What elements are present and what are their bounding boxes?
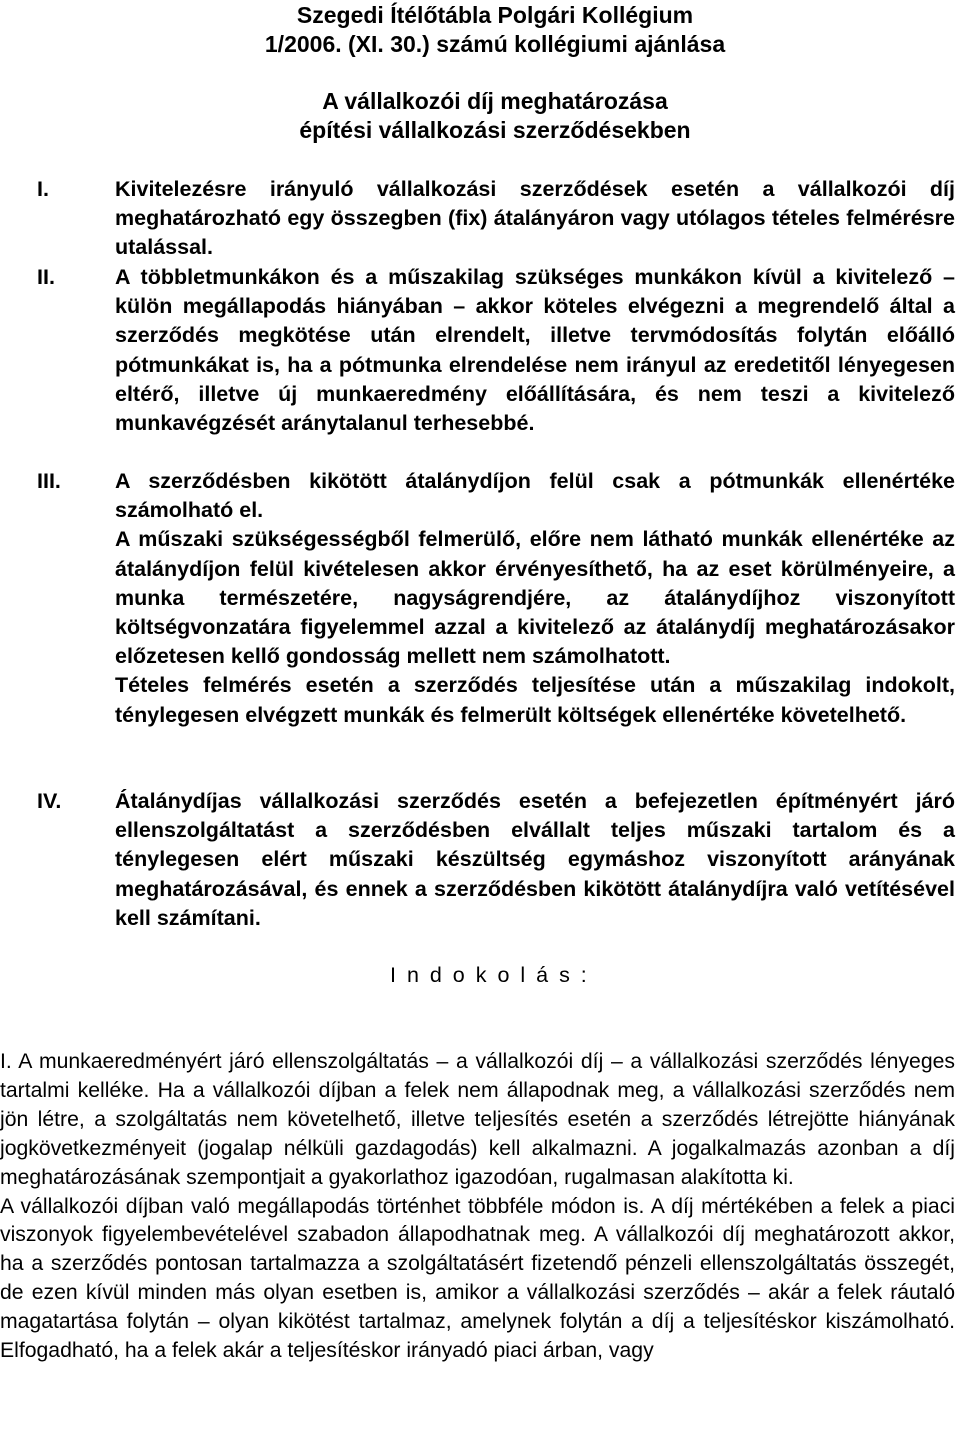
section-numeral: I. [37,177,49,201]
section-body [115,263,955,438]
section-body [115,175,955,263]
section-paragraph: Tételes felmérés esetén a szerződés teljesítése után a műszakilag indokolt, ténylegesen elvégzett munkák és felmerült költségek ellenértéke követelhető. [115,673,955,727]
section-numeral: II. [37,265,55,289]
document-subject [0,87,960,145]
reasoning-title: I n d o k o l á s : [390,963,590,987]
section-numeral: IV. [37,789,62,813]
reasoning-paragraph-2: A vállalkozói díjban való megállapodás történhet többféle módon is. A díj mértékében a felek a piaci viszonyok figyelembevételével szabadon állapodhatnak meg. A vállalkozói díj meghatározott akkor, ha a szerződés pontosan tartalmazza a szolgáltatásért fizetendő pénzeli ellenszolgáltatás összegét, de ezen kívül minden más olyan esetben is, amikor a vállalkozási szerződés – akár a felek ráutaló magatartása folytán – olyan kikötést tartalmaz, amelynek folytán a díj a teljesítéskor kiszámolható. Elfogadható, ha a felek akár a teljesítéskor irányadó piaci árban, vagy [0,1194,955,1363]
section-body [115,467,955,730]
section-paragraph: A műszaki szükségességből felmerülő, előre nem látható munkák ellenértéke az átalánydíjon felül kivételesen akkor érvényesíthető, ha az eset körülményeire, a munka természetére, nagyságrendjére, az átalánydíjhoz viszonyított költségvonzatára figyelemmel azzal a kivitelező az átalánydíj meghatározásakor előzetesen kellő gondosság mellett nem számolhatott. [115,527,955,669]
section-1 [0,175,960,263]
subject-line-2: építési vállalkozási szerződésekben [299,117,691,143]
section-body [115,787,955,933]
section-paragraph: A szerződésben kikötött átalánydíjon felül csak a pótmunkák ellenértéke számolható el. [115,469,955,523]
recommendation-number: 1/2006. (XI. 30.) számú kollégiumi ajánlása [264,31,726,57]
court-name: Szegedi Ítélőtábla Polgári Kollégium [296,2,694,28]
section-paragraph: Átalánydíjas vállalkozási szerződés esetén a befejezetlen építményért járó ellenszolgáltatást a szerződésben elvállalt teljes műszaki tartalom és a ténylegesen elért műszaki készültség egymáshoz viszonyított arányának meghatározásával, és ennek a szerződésben kikötött átalánydíjra való vetítésével kell számítani. [115,789,955,930]
section-2 [0,263,960,438]
section-paragraph: A többletmunkákon és a műszakilag szükséges munkákon kívül a kivitelező – külön megállapodás hiányában – akkor köteles elvégezni a megrendelő által a szerződés megkötése után elrendelt, illetve tervmódosítás folytán előálló pótmunkákat is, ha a pótmunka elrendelése nem irányul az eredetitől lényegesen eltérő, illetve új munkaeredmény előállítására, és nem teszi a kivitelező munkavégzését aránytalanul terhesebbé. [115,265,955,436]
section-4 [0,787,960,933]
subject-line-1: A vállalkozói díj meghatározása [322,88,668,114]
reasoning-body [0,1048,955,1366]
document-header [0,1,960,59]
section-numeral: III. [37,469,61,493]
section-paragraph: Kivitelezésre irányuló vállalkozási szerződések esetén a vállalkozói díj meghatározható egy összegben (fix) átalányáron vagy utólagos tételes felmérésre utalással. [115,177,955,260]
section-3 [0,467,960,730]
reasoning-paragraph-1: I. A munkaeredményért járó ellenszolgáltatás – a vállalkozói díj – a vállalkozási szerződés lényeges tartalmi kelléke. Ha a vállalkozói díjban a felek nem állapodnak meg, a vállalkozási szerződés nem jön létre, a szolgáltatás nem követelhető, illetve teljesítés esetén a szerződés létrejötte hiányának jogkövetkezményeit (jogalap nélküli gazdagodás) kell alkalmazni. A jogalkalmazás azonban a díj meghatározásának szempontjait a gyakorlathoz igazodóan, rugalmasan alakította ki. [0,1050,955,1189]
